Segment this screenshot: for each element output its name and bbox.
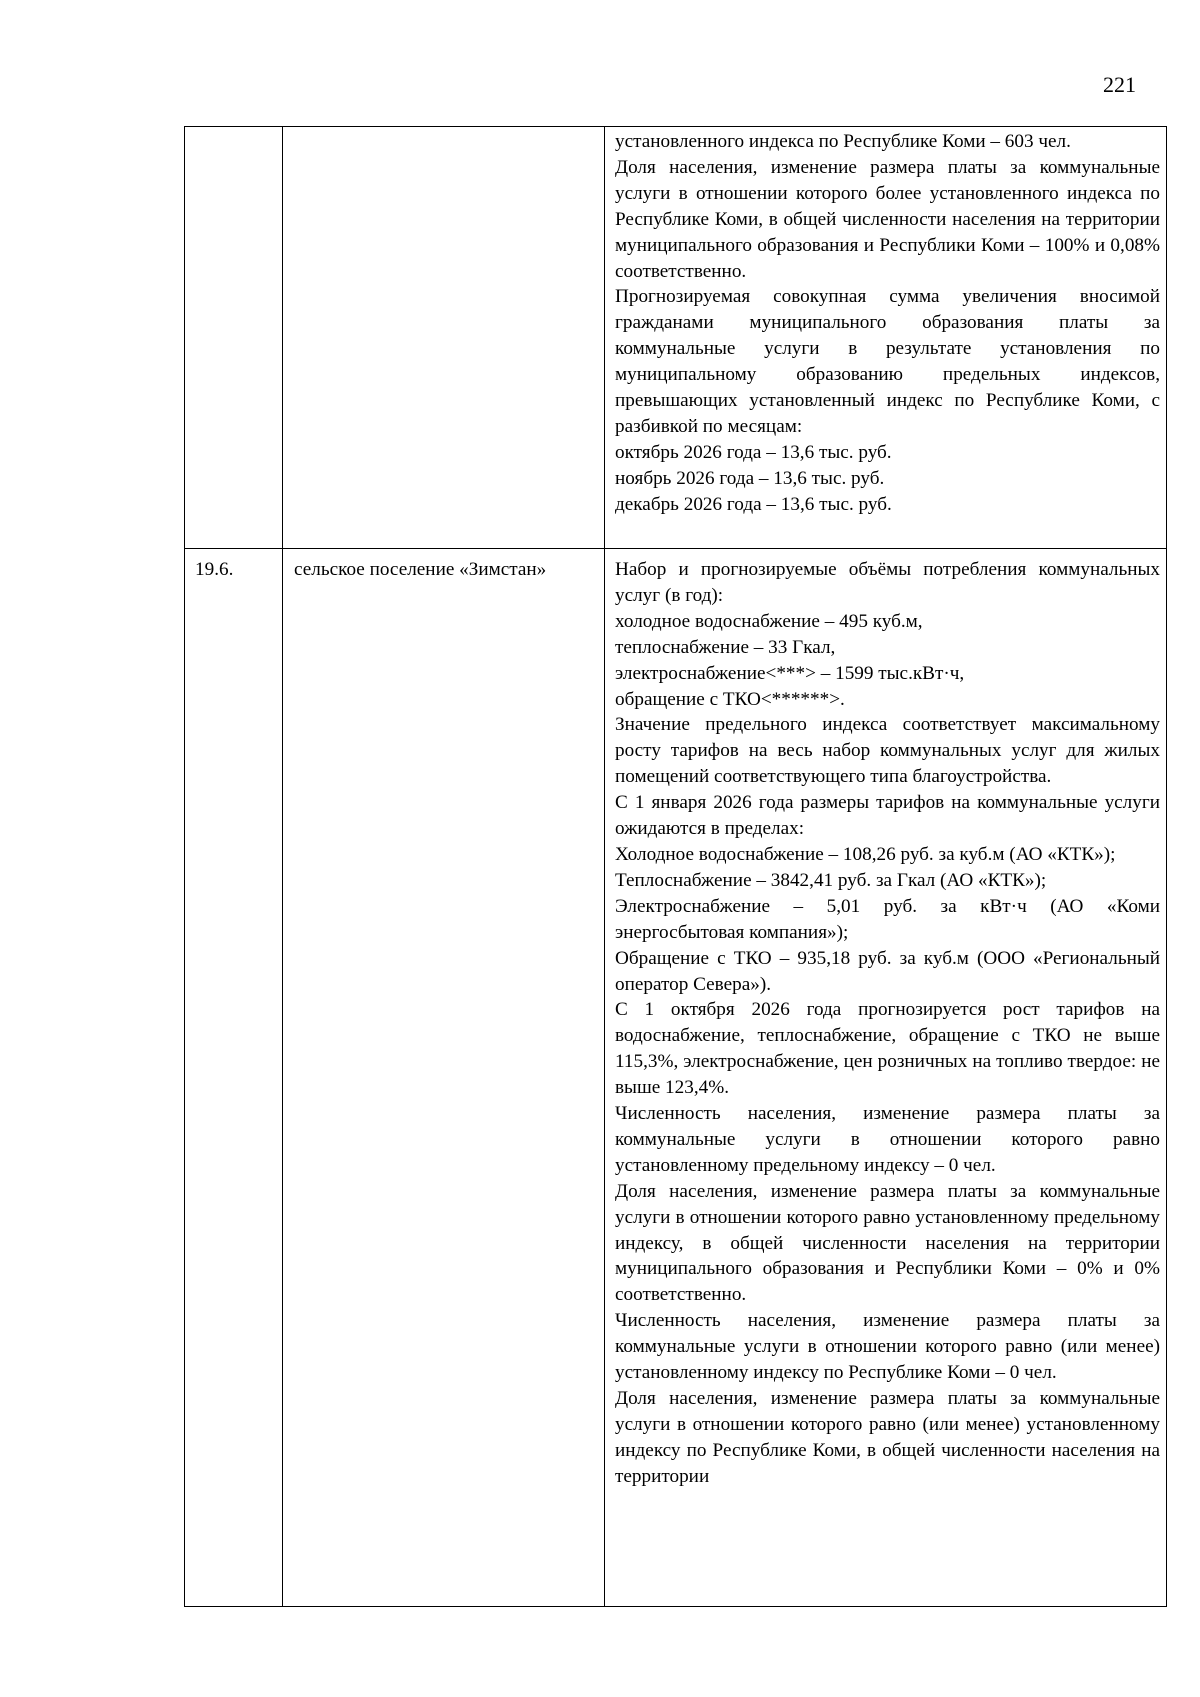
table-row (185, 127, 1167, 549)
municipality-name-cell (283, 549, 605, 1607)
page-number: 221 (1103, 72, 1136, 97)
paragraph: Доля населения, изменение размера платы за коммунальные услуги в отношении которого более установленного индекса по Республике Коми, в общей численности населения на территории муниципального образования и Республики Коми – 100% и 0,08% соответственно. (615, 156, 1160, 282)
paragraph: Теплоснабжение – 3842,41 руб. за Гкал (АО «КТК»); (615, 869, 1047, 891)
paragraph: Прогнозируемая совокупная сумма увеличения вносимой гражданами муниципального образования платы за коммунальные услуги в результате установления по муниципальному образованию предельных индексов, превышающих установленный индекс по Республике Коми, с разбивкой по месяцам: (615, 286, 1160, 437)
description-text (605, 127, 1166, 518)
paragraph: электроснабжение<***> – 1599 тыс.кВт·ч, (615, 662, 965, 684)
paragraph: ноябрь 2026 года – 13,6 тыс. руб. (615, 467, 885, 489)
paragraph: Доля населения, изменение размера платы за коммунальные услуги в отношении которого равно установленному предельному индексу, в общей численности населения на территории муниципального образования и Республики Коми – 0% и 0% соответственно. (615, 1180, 1160, 1306)
description-text (605, 549, 1166, 1490)
paragraph: декабрь 2026 года – 13,6 тыс. руб. (615, 493, 892, 515)
row-number (185, 127, 282, 135)
municipality-name (283, 127, 604, 135)
municipality-name-cell (283, 127, 605, 549)
paragraph: Обращение с ТКО – 935,18 руб. за куб.м (ООО «Региональный оператор Севера»). (615, 947, 1160, 995)
paragraph: Значение предельного индекса соответствует максимальному росту тарифов на весь набор коммунальных услуг для жилых помещений соответствующего типа благоустройства. (615, 714, 1160, 788)
row-number-cell (185, 549, 283, 1607)
paragraph: теплоснабжение – 33 Гкал, (615, 636, 836, 658)
table-row (185, 549, 1167, 1607)
row-number-cell (185, 127, 283, 549)
paragraph: холодное водоснабжение – 495 куб.м, (615, 610, 923, 632)
paragraph: установленного индекса по Республике Коми – 603 чел. (615, 131, 1071, 152)
paragraph: обращение с ТКО<******>. (615, 688, 845, 710)
paragraph: октябрь 2026 года – 13,6 тыс. руб. (615, 441, 892, 463)
paragraph: Доля населения, изменение размера платы за коммунальные услуги в отношении которого равно (или менее) установленному индексу по Республике Коми, в общей численности населения на территории (615, 1388, 1160, 1487)
description-cell (605, 127, 1167, 549)
document-table (184, 126, 1167, 1607)
municipality-name: сельское поселение «Зимстан» (294, 559, 547, 580)
paragraph: Набор и прогнозируемые объёмы потребления коммунальных услуг (в год): (615, 559, 1160, 606)
paragraph: Электроснабжение – 5,01 руб. за кВт·ч (АО «Коми энергосбытовая компания»); (615, 895, 1160, 943)
description-cell (605, 549, 1167, 1607)
paragraph: Численность населения, изменение размера платы за коммунальные услуги в отношении которого равно установленному предельному индексу – 0 чел. (615, 1103, 1160, 1176)
row-number: 19.6. (195, 559, 234, 580)
paragraph: Холодное водоснабжение – 108,26 руб. за куб.м (АО «КТК»); (615, 843, 1116, 865)
paragraph: С 1 октября 2026 года прогнозируется рост тарифов на водоснабжение, теплоснабжение, обращение с ТКО не выше 115,3%, электроснабжение, цен розничных на топливо твердое: не выше 123,4%. (615, 999, 1160, 1099)
paragraph: С 1 января 2026 года размеры тарифов на коммунальные услуги ожидаются в пределах: (615, 792, 1160, 840)
paragraph: Численность населения, изменение размера платы за коммунальные услуги в отношении которого равно (или менее) установленному индексу по Республике Коми – 0 чел. (615, 1310, 1160, 1384)
